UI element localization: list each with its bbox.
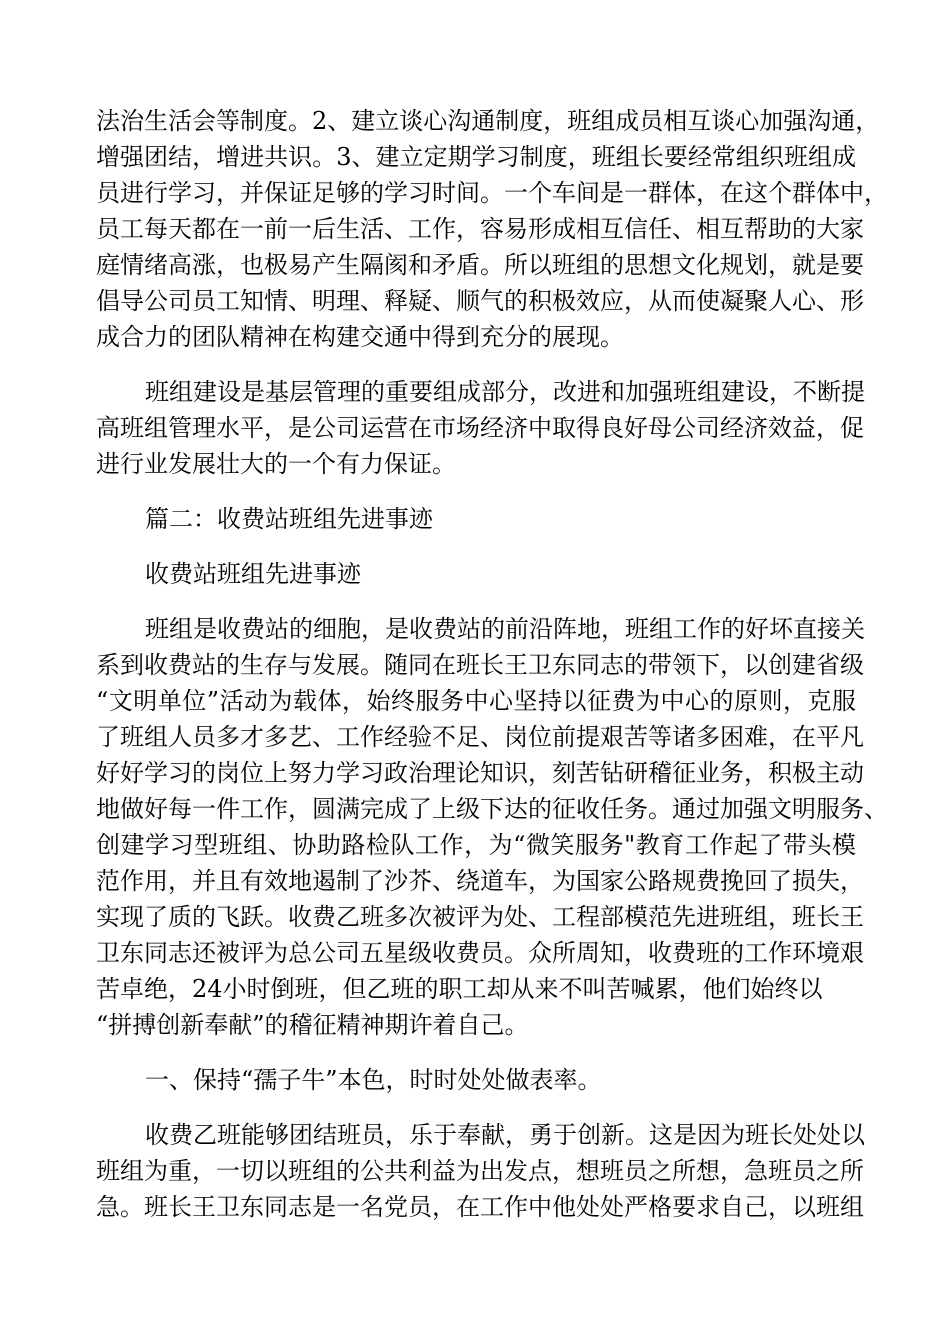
text-line: 增强团结，增进共识。3、建立定期学习制度，班组长要经常组织班组成 — [96, 143, 856, 171]
text-line: 创建学习型班组、协助路检队工作，为“微笑服务"教育工作起了带头模 — [96, 831, 856, 859]
text-line: 卫东同志还被评为总公司五星级收费员。众所周知，收费班的工作环境艰 — [96, 939, 864, 967]
text-line: 员进行学习，并保证足够的学习时间。一个车间是一群体，在这个群体中， — [96, 179, 888, 207]
text-line: 成合力的团队精神在构建交通中得到充分的展现。 — [96, 323, 624, 351]
text-line: 进行业发展壮大的一个有力保证。 — [96, 450, 456, 478]
paragraph — [96, 374, 865, 482]
paragraph — [96, 1117, 865, 1225]
text-line: 班组是收费站的细胞，是收费站的前沿阵地，班组工作的好坏直接关 — [145, 615, 865, 643]
text-line: 员工每天都在一前一后生活、工作，容易形成相互信任、相互帮助的大家 — [96, 215, 864, 243]
section-heading — [96, 1062, 856, 1098]
section-heading — [96, 501, 856, 537]
text-line: 系到收费站的生存与发展。随同在班长王卫东同志的带领下，以创建省级 — [96, 651, 864, 679]
text-line: 篇二：收费站班组先进事迹 — [145, 505, 433, 533]
text-line: 班组建设是基层管理的重要组成部分，改进和加强班组建设，不断提 — [145, 378, 865, 406]
text-line: 范作用，并且有效地遏制了沙芥、绕道车，为国家公路规费挽回了损失， — [96, 867, 864, 895]
text-line: 了班组人员多才多艺、工作经验不足、岗位前提艰苦等诸多困难，在平凡 — [96, 723, 864, 751]
text-line: 法治生活会等制度。2、建立谈心沟通制度，班组成员相互谈心加强沟通， — [96, 107, 880, 135]
text-line: “拼搏创新奉献”的稽征精神期许着自己。 — [96, 1011, 529, 1039]
paragraph — [96, 103, 888, 355]
text-line: 高班组管理水平，是公司运营在市场经济中取得良好母公司经济效益，促 — [96, 414, 864, 442]
text-line: 收费站班组先进事迹 — [145, 560, 361, 588]
text-line: 苦卓绝，24小时倒班，但乙班的职工却从来不叫苦喊累，他们始终以 — [96, 975, 823, 1003]
text-line: 一、保持“孺子牛”本色，时时处处做表率。 — [145, 1066, 602, 1094]
text-line: 倡导公司员工知情、明理、释疑、顺气的积极效应，从而使凝聚人心、形 — [96, 287, 864, 315]
text-line: “文明单位”活动为载体，始终服务中心坚持以征费为中心的原则，克服 — [96, 687, 856, 715]
text-line: 急。班长王卫东同志是一名党员，在工作中他处处严格要求自己，以班组 — [96, 1193, 864, 1221]
article-title — [96, 556, 856, 592]
paragraph — [96, 611, 888, 1043]
text-line: 实现了质的飞跃。收费乙班多次被评为处、工程部模范先进班组，班长王 — [96, 903, 864, 931]
text-line: 地做好每一件工作，圆满完成了上级下达的征收任务。通过加强文明服务、 — [96, 795, 888, 823]
text-line: 庭情绪高涨，也极易产生隔阂和矛盾。所以班组的思想文化规划，就是要 — [96, 251, 864, 279]
text-line: 班组为重，一切以班组的公共利益为出发点，想班员之所想，急班员之所 — [96, 1157, 864, 1185]
text-line: 好好学习的岗位上努力学习政治理论知识，刻苦钻研稽征业务，积极主动 — [96, 759, 864, 787]
document-page — [96, 103, 888, 1244]
text-line: 收费乙班能够团结班员，乐于奉献，勇于创新。这是因为班长处处以 — [145, 1121, 865, 1149]
